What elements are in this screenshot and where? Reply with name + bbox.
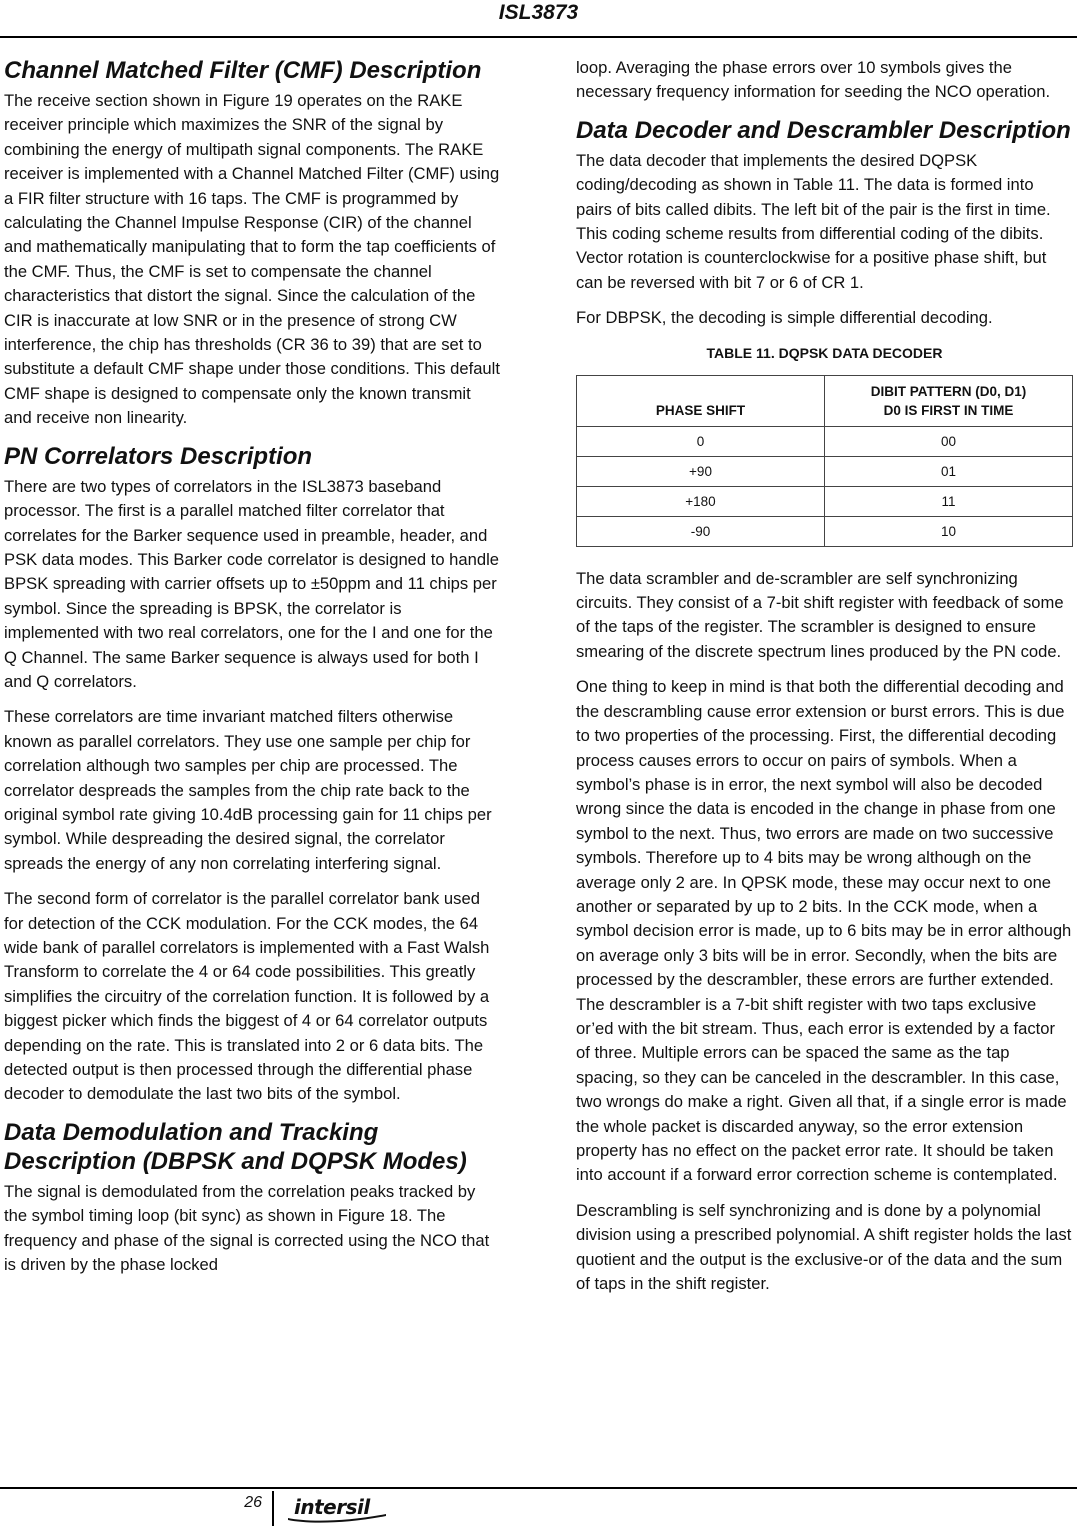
table-header-dibit-line1: DIBIT PATTERN (D0, D1) [870,383,1027,399]
section-heading-demodulation: Data Demodulation and Tracking Description (DBPSK and DQPSK Modes) [4,1118,467,1175]
page-number: 26 [244,1494,262,1511]
table-row [577,486,1073,516]
paragraph-scrambler-3: Descrambling is self synchronizing and is done by a polynomial division using a prescribed polynomial. A shift register holds the last quotient and the output is the exclusive-or of the data and the sum of taps in the shift register. [576,1200,1072,1294]
table-header-dibit-line2: D0 IS FIRST IN TIME [883,402,1014,418]
table-cell-dibit: 01 [825,456,1073,486]
table-cell-phase: +180 [577,486,825,516]
paragraph-pn-1: There are two types of correlators in the ISL3873 baseband processor. The first is a parallel matched filter correlator that correlates for the Barker sequence used in preamble, header, and PSK data modes. This Barker code correlator is designed to handle BPSK spreading with carrier offsets up to ±50ppm and 11 chips per symbol. Since the spreading is BPSK, the correlator is implemented with two real correlators, one for the I and one for the Q Channel. The same Barker sequence is always used for both I and Q correlators. [4,476,500,691]
paragraph-pn-2: These correlators are time invariant matched filters otherwise known as parallel correlators. They use one sample per chip for correlation although two samples per chip are processed. The correlator despreads the samples from the chip rate back to the original symbol rate giving 10.4dB processing gain for 11 chips per symbol. While despreading the desired signal, the correlator spreads the energy of any non correlating interfering signal. [4,707,492,873]
paragraph-scrambler-2: One thing to keep in mind is that both the differential decoding and the descrambling cause error extension or burst errors. This is due to two properties of the processing. First, the differential decoding process causes errors to occur on pairs of symbols. When a symbol’s phase is in error, the next symbol will also be decoded wrong since the data is encoded in the change in phase from one symbol to the next. Thus, two errors are made on two successive symbols. Therefore up to 4 bits may be wrong although on the average only 2 are. In QPSK mode, these may occur next to one another or separated by up to 2 bits. In the CCK mode, when a symbol decision error is made, up to 6 bits may be in error although on average only 3 bits will be in error. Secondly, when the bits are processed by the descrambler, these errors are further extended. The descrambler is a 7-bit shift register with two taps exclusive or’ed with the bit stream. Thus, each error is extended by a factor of three. Multiple errors can be spaced the same as the tap spacing, so they can be canceled in the descrambler. In this case, two wrongs do make a right. Given all that, if a single error is made the whole packet is discarded anyway, so the error extension property has no effect on the packet error rate. It should be taken into account if a forward error correction scheme is contemplated. [576,677,1072,1185]
table-header-phase-shift: PHASE SHIFT [577,375,825,426]
table-row [577,516,1073,546]
paragraph-demodulation: The signal is demodulated from the correlation peaks tracked by the symbol timing loop (bit sync) as shown in Figure 18. The frequency and phase of the signal is corrected using the NCO that is driven by the phase locked [4,1181,490,1275]
right-column [576,52,1073,1307]
table-header-row [577,375,1073,426]
table-cell-dibit: 11 [825,486,1073,516]
header-rule [0,36,1077,38]
footer-divider [272,1491,274,1526]
section-heading-cmf: Channel Matched Filter (CMF) Description [4,57,482,84]
table-header-dibit-pattern [825,375,1073,426]
paragraph-scrambler-1: The data scrambler and de-scrambler are self synchronizing circuits. They consist of a 7-bit shift register with feedback of some of the taps of the register. The scrambler is designed to ensure smearing of the discrete spectrum lines produced by the PN code. [576,568,1064,661]
left-column [4,52,500,1288]
section-heading-decoder: Data Decoder and Descrambler Description [576,116,1071,144]
paragraph-decoder-1: The data decoder that implements the desired DQPSK coding/decoding as shown in Table 11. The data is formed into pairs of bits called dibits. The left bit of the pair is the first in time. This coding scheme results from differential coding of the dibits. Vector rotation is counterclockwise for a positive phase shift, but can be reversed with bit 7 or 6 of CR 1. [576,150,1051,292]
section-heading-pn-correlators: PN Correlators Description [4,442,313,470]
paragraph-decoder-2: For DBPSK, the decoding is simple differential decoding. [576,308,993,328]
table-cell-phase: 0 [577,426,825,456]
table-row [577,456,1073,486]
paragraph-pn-3: The second form of correlator is the parallel correlator bank used for detection of the CCK modulation. For the CCK modes, the 64 wide bank of parallel correlators is implemented with a Fast Walsh Transform to correlate the 4 or 64 code possibilities. This greatly simplifies the circuitry of the correlation function. It is followed by a biggest picker which finds the biggest of 4 or 64 correlator outputs depending on the rate. This is translated into 2 or 6 data bits. The detected output is then processed through the differential phase decoder to demodulate the last two bits of the symbol. [4,889,490,1104]
table-cell-phase: -90 [577,516,825,546]
paragraph-cmf: The receive section shown in Figure 19 operates on the RAKE receiver principle which maximizes the SNR of the signal by combining the energy of multipath signal components. The RAKE receiver is implemented with a Channel Matched Filter (CMF) using a FIR filter structure with 16 taps. The CMF is programmed by calculating the Channel Impulse Response (CIR) of the channel and mathematically manipulating that to form the tap coefficients of the CMF. Thus, the CMF is set to compensate the channel characteristics that distort the signal. Since the calculation of the CIR is inaccurate at low SNR or in the presence of strong CW interference, the chip has thresholds (CR 36 to 39) that are set to substitute a default CMF shape under those conditions. This default CMF shape is designed to compensate only the known transmit and receive non linearity. [4,91,500,428]
logo-wordmark: intersil [294,1497,370,1519]
table-cell-dibit: 10 [825,516,1073,546]
page-header-title: ISL3873 [498,1,579,24]
table-title: TABLE 11. DQPSK DATA DECODER [706,344,943,361]
paragraph-demod-continued: loop. Averaging the phase errors over 10 symbols gives the necessary frequency information for seeding the NCO operation. [576,58,1051,102]
footer-rule [0,1487,1077,1489]
intersil-logo [286,1497,404,1523]
table-cell-phase: +90 [577,456,825,486]
table-cell-dibit: 00 [825,426,1073,456]
table-row [577,426,1073,456]
dqpsk-decoder-table [576,375,1073,547]
